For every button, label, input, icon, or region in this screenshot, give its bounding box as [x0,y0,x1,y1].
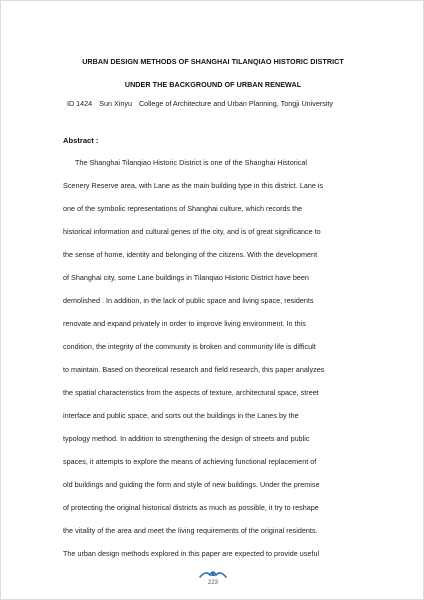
author-line [67,99,333,108]
abstract-line: renovate and expand privately in order to improve living environment. In this [63,319,306,328]
abstract-line: spaces, it attempts to explore the means of achieving functional replacement of [63,457,317,466]
abstract-line: to maintain. Based on theoretical research and field research, this paper analyzes [63,365,325,374]
author-affiliation: College of Architecture and Urban Planning, Tongji University [138,99,333,108]
paper-title-line-2: UNDER THE BACKGROUND OF URBAN RENEWAL [124,80,302,89]
abstract-line: the sense of home, identity and belonging of the citizens. With the development [63,250,318,259]
author-name: Sun Xinyu [99,99,132,108]
abstract-line: one of the symbolic representations of Shanghai culture, which records the [63,204,303,213]
abstract-line: of protecting the original historical districts as much as possible, it try to reshape [63,503,319,512]
abstract-line: historical information and cultural genes of the city, and is of great significance to [63,227,321,236]
abstract-line: interface and public space, and sorts out the buildings in the Lanes by the [63,411,299,420]
abstract-line: of Shanghai city, some Lane buildings in Tilanqiao Historic District have been [63,273,309,282]
conference-logo-icon [198,567,228,579]
abstract-line: The Shanghai Tilanqiao Historic District is one of the Shanghai Historical [75,158,307,167]
abstract-line: the spatial characteristics from the aspects of texture, architectural space, street [63,388,319,397]
abstract-line: old buildings and guiding the form and style of new buildings. Under the premise [63,480,320,489]
abstract-line: The urban design methods explored in this paper are expected to provide useful [63,549,320,558]
paper-id: ID 1424 [67,99,93,108]
abstract-line: the vitality of the area and meet the living requirements of the original residents. [63,526,318,535]
abstract-line: demolished . In addition, in the lack of public space and living space, residents [63,296,314,305]
abstract-line: condition, the integrity of the community is broken and community life is difficult [63,342,316,351]
abstract-line: typology method. In addition to strengthening the design of streets and public [63,434,310,443]
abstract-heading: Abstract : [63,136,99,145]
paper-title-line-1: URBAN DESIGN METHODS OF SHANGHAI TILANQIAO HISTORIC DISTRICT [82,57,344,66]
page-number: 223 [207,580,218,586]
abstract-line: Scenery Reserve area, with Lane as the main building type in this district. Lane is [63,181,324,190]
